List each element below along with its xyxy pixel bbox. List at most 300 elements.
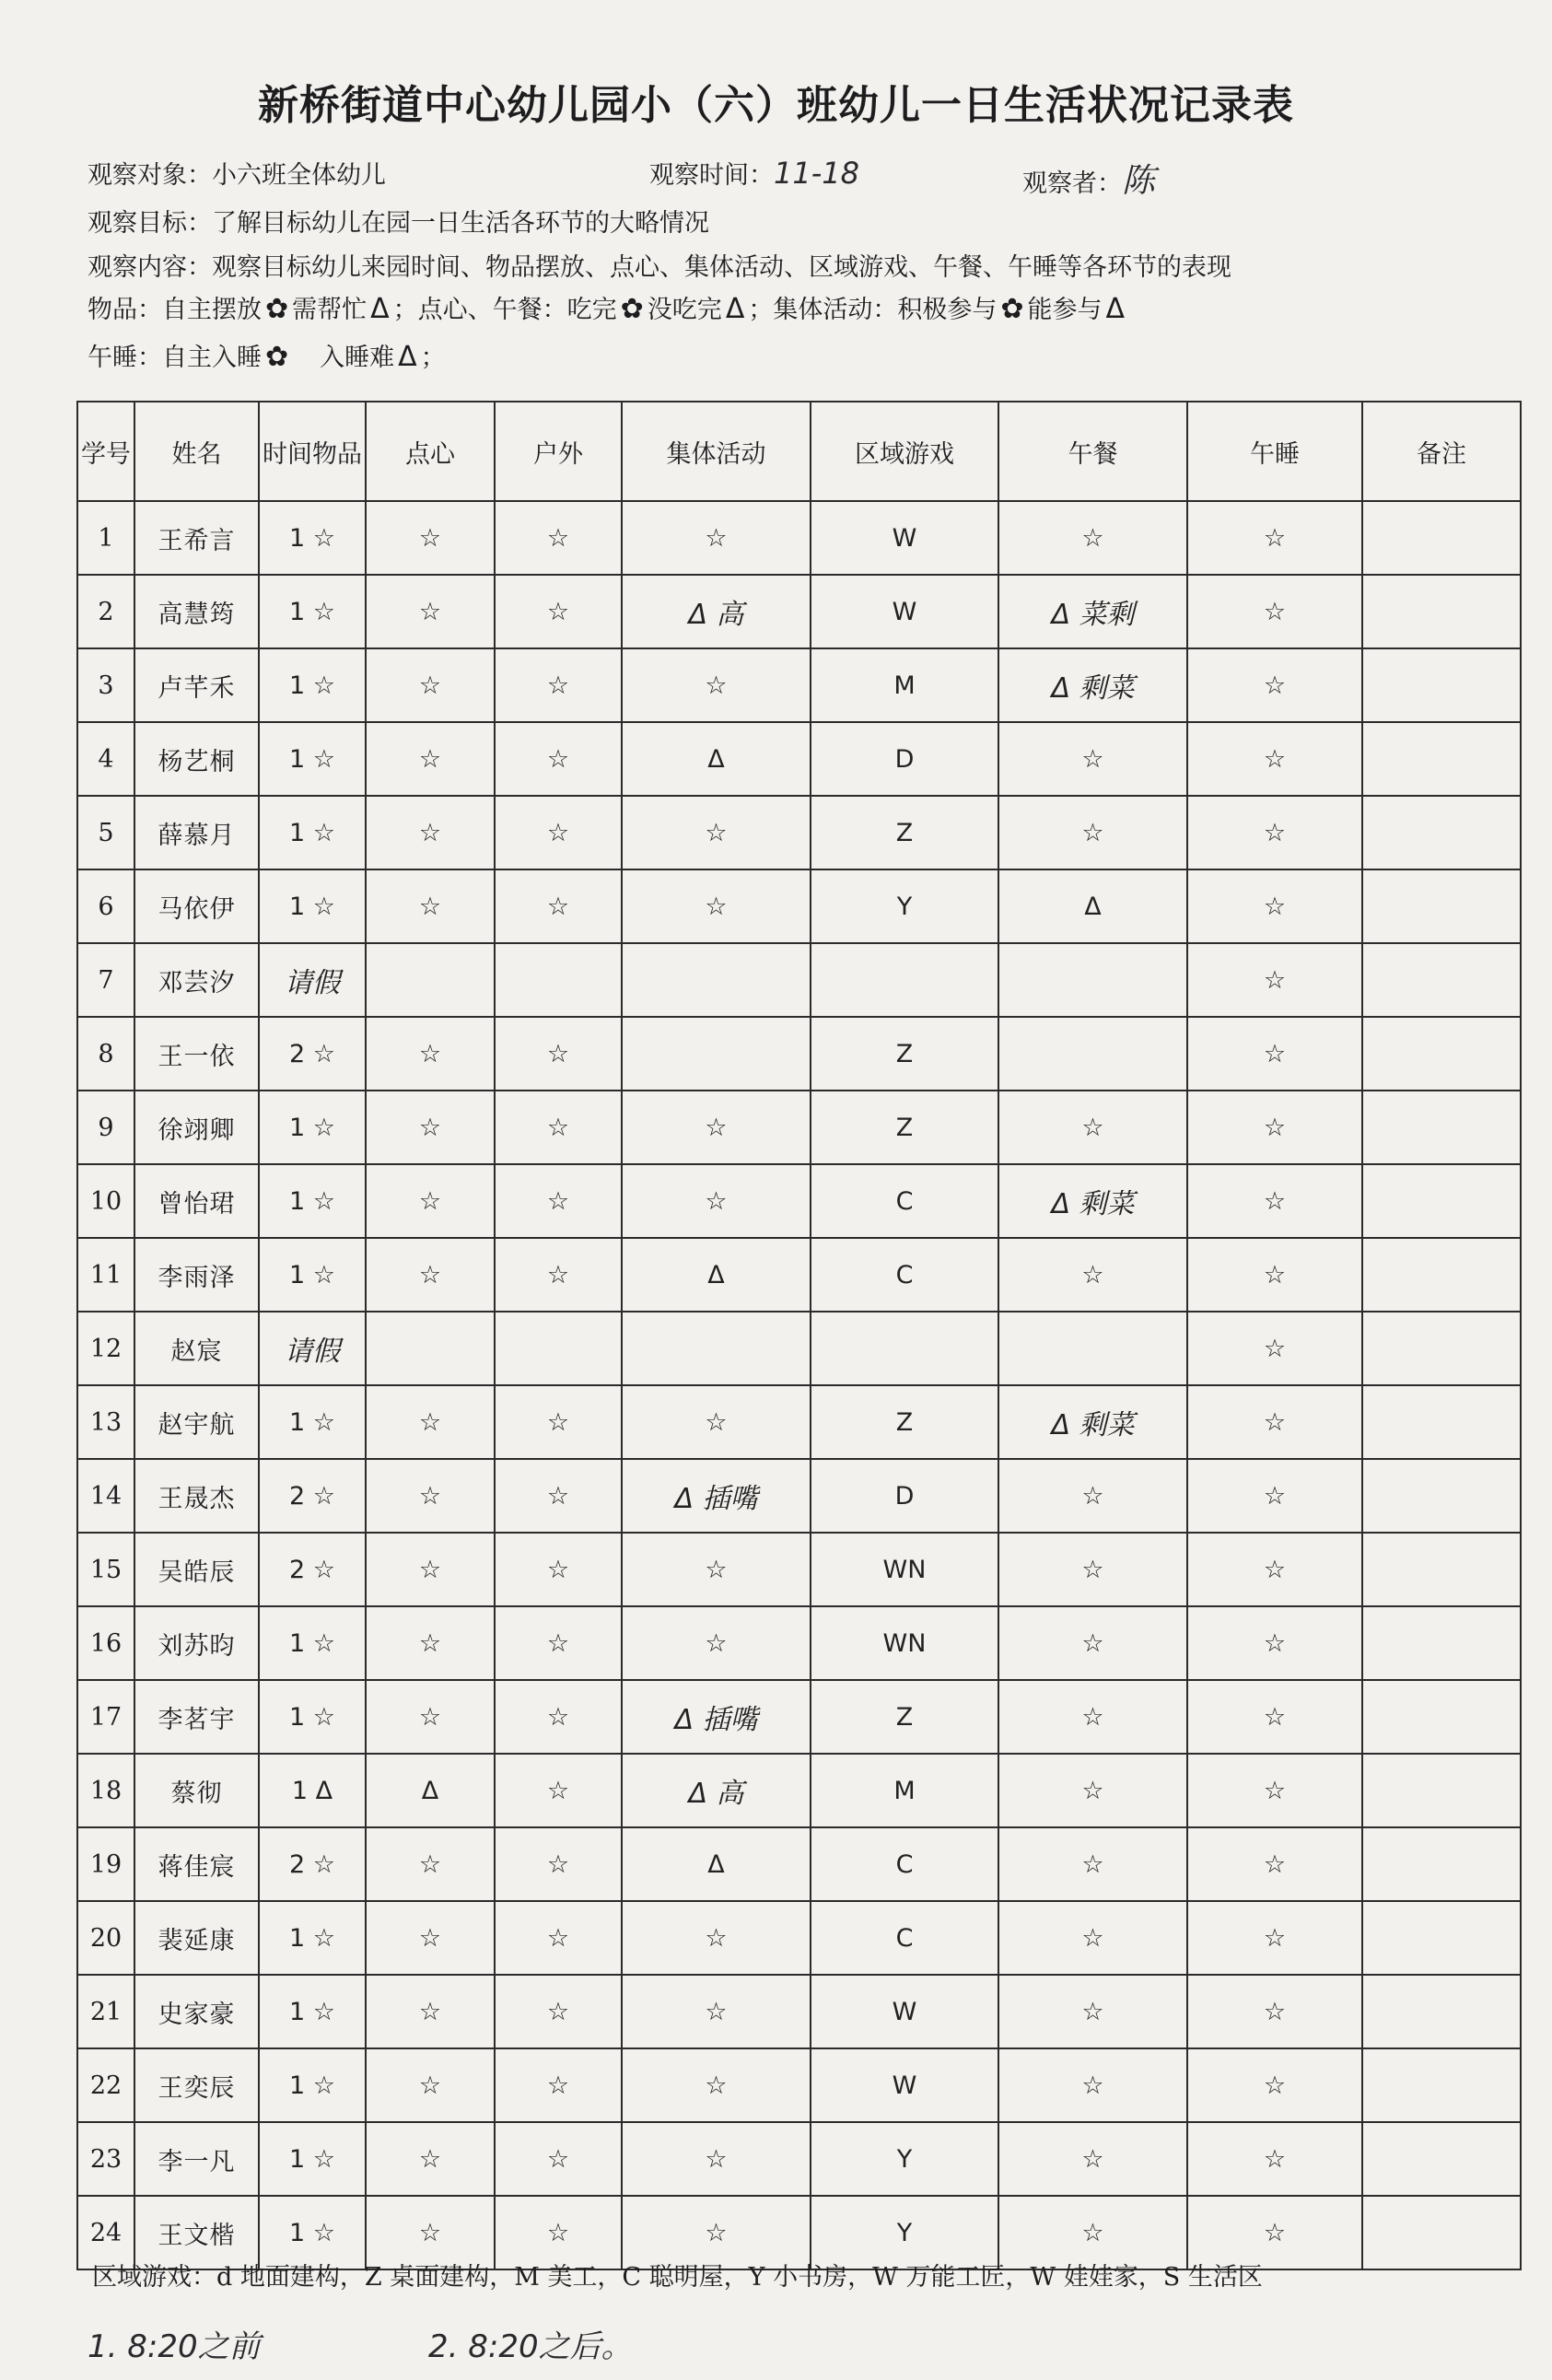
- triangle-icon: Δ: [725, 293, 745, 325]
- legend-line-1: [88, 289, 1128, 325]
- student-name: 薛慕月: [134, 796, 259, 869]
- notes-cell: [1362, 869, 1521, 943]
- student-name: 徐翊卿: [134, 1091, 259, 1164]
- notes-cell: [1362, 1975, 1521, 2048]
- row-number: 4: [77, 722, 134, 796]
- outdoor-mark: ☆: [495, 2196, 622, 2269]
- outdoor-mark: ☆: [495, 1754, 622, 1827]
- outdoor-mark: ☆: [495, 1091, 622, 1164]
- outdoor-mark: ☆: [495, 1017, 622, 1091]
- outdoor-mark: ☆: [495, 796, 622, 869]
- arrival-items-mark: 1 ☆: [259, 2196, 366, 2269]
- lunch-mark: [998, 943, 1187, 1017]
- group-activity-mark: ☆: [622, 1533, 811, 1606]
- snack-mark: ☆: [366, 2196, 495, 2269]
- area-game-code: Z: [811, 1091, 998, 1164]
- snack-mark: ☆: [366, 1385, 495, 1459]
- snack-mark: ☆: [366, 1680, 495, 1754]
- nap-mark: ☆: [1187, 1312, 1362, 1385]
- group-activity-mark: Δ: [622, 1238, 811, 1312]
- nap-mark: ☆: [1187, 1606, 1362, 1680]
- area-game-code: Z: [811, 1680, 998, 1754]
- target-value: 小六班全体幼儿: [212, 161, 386, 190]
- lunch-mark: ☆: [998, 2196, 1187, 2269]
- table-row: [77, 1091, 1521, 1164]
- table-row: [77, 1533, 1521, 1606]
- legend-line-2: [88, 337, 446, 373]
- outdoor-mark: ☆: [495, 2048, 622, 2122]
- notes-cell: [1362, 648, 1521, 722]
- arrival-items-mark: 1 ☆: [259, 722, 366, 796]
- student-name: 李雨泽: [134, 1238, 259, 1312]
- area-game-code: W: [811, 1975, 998, 2048]
- notes-cell: [1362, 1754, 1521, 1827]
- row-number: 3: [77, 648, 134, 722]
- nap-mark: ☆: [1187, 2122, 1362, 2196]
- lunch-mark: ☆: [998, 1459, 1187, 1533]
- notes-cell: [1362, 1312, 1521, 1385]
- arrival-items-mark: 2 ☆: [259, 1533, 366, 1606]
- snack-mark: ☆: [366, 796, 495, 869]
- outdoor-mark: ☆: [495, 1238, 622, 1312]
- table-row: [77, 1459, 1521, 1533]
- outdoor-mark: ☆: [495, 1606, 622, 1680]
- row-number: 10: [77, 1164, 134, 1238]
- row-number: 1: [77, 501, 134, 575]
- row-number: 6: [77, 869, 134, 943]
- arrival-items-mark: 2 ☆: [259, 1827, 366, 1901]
- group-activity-mark: ☆: [622, 1164, 811, 1238]
- arrival-items-mark: 1 ☆: [259, 1975, 366, 2048]
- area-game-code: [811, 943, 998, 1017]
- target-label: 观察对象：: [88, 161, 212, 190]
- nap-mark: ☆: [1187, 1017, 1362, 1091]
- snack-mark: ☆: [366, 722, 495, 796]
- group-activity-mark: ☆: [622, 1091, 811, 1164]
- row-number: 9: [77, 1091, 134, 1164]
- group-activity-mark: [622, 1017, 811, 1091]
- header-time: 时间物品: [259, 402, 366, 501]
- nap-mark: ☆: [1187, 869, 1362, 943]
- table-row: [77, 648, 1521, 722]
- student-name: 王希言: [134, 501, 259, 575]
- nap-mark: ☆: [1187, 796, 1362, 869]
- header-group: 集体活动: [622, 402, 811, 501]
- row-number: 8: [77, 1017, 134, 1091]
- nap-mark: ☆: [1187, 1459, 1362, 1533]
- student-name: 高慧筠: [134, 575, 259, 648]
- outdoor-mark: ☆: [495, 869, 622, 943]
- notes-cell: [1362, 1091, 1521, 1164]
- table-row: [77, 1754, 1521, 1827]
- outdoor-mark: ☆: [495, 722, 622, 796]
- table-row: [77, 943, 1521, 1017]
- area-game-code: C: [811, 1238, 998, 1312]
- arrival-items-mark: 请假: [259, 1312, 366, 1385]
- lunch-mark: Δ 剩菜: [998, 1164, 1187, 1238]
- snack-mark: ☆: [366, 1017, 495, 1091]
- legend-text: 能参与: [1027, 296, 1103, 324]
- arrival-items-mark: 1 ☆: [259, 648, 366, 722]
- observation-target: [88, 155, 386, 191]
- observation-goal: [88, 203, 709, 239]
- triangle-icon: Δ: [370, 293, 390, 325]
- legend-text: 没吃完: [647, 296, 722, 324]
- notes-cell: [1362, 575, 1521, 648]
- group-activity-mark: ☆: [622, 1385, 811, 1459]
- nap-mark: ☆: [1187, 2196, 1362, 2269]
- lunch-mark: ☆: [998, 1091, 1187, 1164]
- arrival-items-mark: 1 ☆: [259, 1091, 366, 1164]
- star-icon: ✿: [620, 293, 644, 325]
- area-game-code: Y: [811, 2122, 998, 2196]
- notes-cell: [1362, 796, 1521, 869]
- area-game-code: D: [811, 1459, 998, 1533]
- student-name: 马依伊: [134, 869, 259, 943]
- outdoor-mark: ☆: [495, 1385, 622, 1459]
- legend-text: 午睡：自主入睡: [88, 344, 262, 372]
- page-title: 新桥街道中心幼儿园小（六）班幼儿一日生活状况记录表: [258, 82, 1294, 129]
- arrival-items-mark: 2 ☆: [259, 1017, 366, 1091]
- group-activity-mark: ☆: [622, 869, 811, 943]
- snack-mark: ☆: [366, 1091, 495, 1164]
- arrival-items-mark: 1 ☆: [259, 2048, 366, 2122]
- arrival-items-mark: 1 ☆: [259, 1164, 366, 1238]
- outdoor-mark: ☆: [495, 1975, 622, 2048]
- row-number: 17: [77, 1680, 134, 1754]
- group-activity-mark: ☆: [622, 796, 811, 869]
- observation-content: [88, 247, 1231, 283]
- nap-mark: ☆: [1187, 1533, 1362, 1606]
- arrival-items-mark: 1 ☆: [259, 1901, 366, 1975]
- student-name: 李茗宇: [134, 1680, 259, 1754]
- area-game-code: Z: [811, 1385, 998, 1459]
- student-name: 曾怡珺: [134, 1164, 259, 1238]
- notes-cell: [1362, 1606, 1521, 1680]
- row-number: 11: [77, 1238, 134, 1312]
- group-activity-mark: ☆: [622, 648, 811, 722]
- nap-mark: ☆: [1187, 1754, 1362, 1827]
- legend-text: ；: [420, 344, 446, 372]
- group-activity-mark: ☆: [622, 1975, 811, 2048]
- table-row: [77, 575, 1521, 648]
- group-activity-mark: ☆: [622, 501, 811, 575]
- arrival-items-mark: 1 ☆: [259, 1238, 366, 1312]
- row-number: 22: [77, 2048, 134, 2122]
- observer-value: 陈: [1122, 162, 1156, 200]
- snack-mark: ☆: [366, 1901, 495, 1975]
- snack-mark: [366, 943, 495, 1017]
- row-number: 15: [77, 1533, 134, 1606]
- lunch-mark: [998, 1017, 1187, 1091]
- table-row: [77, 796, 1521, 869]
- snack-mark: [366, 1312, 495, 1385]
- group-activity-mark: Δ 高: [622, 1754, 811, 1827]
- header-snack: 点心: [366, 402, 495, 501]
- lunch-mark: ☆: [998, 501, 1187, 575]
- area-game-code: Y: [811, 869, 998, 943]
- row-number: 20: [77, 1901, 134, 1975]
- notes-cell: [1362, 1533, 1521, 1606]
- notes-cell: [1362, 1459, 1521, 1533]
- arrival-items-mark: 1 ☆: [259, 575, 366, 648]
- snack-mark: ☆: [366, 869, 495, 943]
- row-number: 21: [77, 1975, 134, 2048]
- outdoor-mark: ☆: [495, 2122, 622, 2196]
- snack-mark: ☆: [366, 575, 495, 648]
- nap-mark: ☆: [1187, 1164, 1362, 1238]
- nap-mark: ☆: [1187, 2048, 1362, 2122]
- lunch-mark: Δ 菜剩: [998, 575, 1187, 648]
- time-value: 11-18: [774, 156, 859, 191]
- arrival-items-mark: 1 ☆: [259, 869, 366, 943]
- snack-mark: ☆: [366, 1164, 495, 1238]
- arrival-items-mark: 1 ☆: [259, 501, 366, 575]
- arrival-items-mark: 1 ☆: [259, 1606, 366, 1680]
- group-activity-mark: Δ: [622, 722, 811, 796]
- nap-mark: ☆: [1187, 1827, 1362, 1901]
- nap-mark: ☆: [1187, 1091, 1362, 1164]
- triangle-icon: Δ: [1105, 293, 1126, 325]
- table-row: [77, 1238, 1521, 1312]
- student-name: 史家豪: [134, 1975, 259, 2048]
- table-row: [77, 1164, 1521, 1238]
- arrival-items-mark: 1 ☆: [259, 1680, 366, 1754]
- notes-cell: [1362, 1680, 1521, 1754]
- group-activity-mark: [622, 1312, 811, 1385]
- nap-mark: ☆: [1187, 1901, 1362, 1975]
- outdoor-mark: ☆: [495, 501, 622, 575]
- snack-mark: ☆: [366, 1827, 495, 1901]
- notes-cell: [1362, 1164, 1521, 1238]
- notes-cell: [1362, 1238, 1521, 1312]
- lunch-mark: ☆: [998, 1606, 1187, 1680]
- header-name: 姓名: [134, 402, 259, 501]
- legend-text: ；点心、午餐：吃完: [392, 296, 617, 324]
- nap-mark: ☆: [1187, 1238, 1362, 1312]
- lunch-mark: ☆: [998, 1827, 1187, 1901]
- table-row: [77, 1827, 1521, 1901]
- lunch-mark: Δ 剩菜: [998, 648, 1187, 722]
- area-game-code: C: [811, 1901, 998, 1975]
- group-activity-mark: ☆: [622, 1606, 811, 1680]
- notes-cell: [1362, 722, 1521, 796]
- row-number: 24: [77, 2196, 134, 2269]
- group-activity-mark: Δ: [622, 1827, 811, 1901]
- legend-text: 需帮忙: [292, 296, 368, 324]
- legend-text: 入睡难: [320, 344, 395, 372]
- table-row: [77, 1385, 1521, 1459]
- student-name: 王奕辰: [134, 2048, 259, 2122]
- observer: [1022, 155, 1155, 202]
- row-number: 13: [77, 1385, 134, 1459]
- area-game-code: Y: [811, 2196, 998, 2269]
- group-activity-mark: ☆: [622, 2196, 811, 2269]
- observation-time: [649, 155, 859, 191]
- lunch-mark: ☆: [998, 2122, 1187, 2196]
- table-row: [77, 501, 1521, 575]
- notes-cell: [1362, 1901, 1521, 1975]
- outdoor-mark: ☆: [495, 1459, 622, 1533]
- student-name: 卢芊禾: [134, 648, 259, 722]
- nap-mark: ☆: [1187, 575, 1362, 648]
- header-outdoor: 户外: [495, 402, 622, 501]
- snack-mark: ☆: [366, 1975, 495, 2048]
- nap-mark: ☆: [1187, 722, 1362, 796]
- notes-cell: [1362, 1017, 1521, 1091]
- group-activity-mark: Δ 插嘴: [622, 1459, 811, 1533]
- nap-mark: ☆: [1187, 1385, 1362, 1459]
- snack-mark: ☆: [366, 1238, 495, 1312]
- legend-text: ；集体活动：积极参与: [748, 296, 998, 324]
- triangle-icon: Δ: [398, 341, 417, 373]
- notes-cell: [1362, 2196, 1521, 2269]
- header-area: 区域游戏: [811, 402, 998, 501]
- area-game-code: C: [811, 1164, 998, 1238]
- row-number: 23: [77, 2122, 134, 2196]
- outdoor-mark: ☆: [495, 575, 622, 648]
- snack-mark: ☆: [366, 2122, 495, 2196]
- table-row: [77, 1901, 1521, 1975]
- arrival-items-mark: 1 ☆: [259, 2122, 366, 2196]
- row-number: 19: [77, 1827, 134, 1901]
- snack-mark: ☆: [366, 1459, 495, 1533]
- arrival-items-mark: 1 Δ: [259, 1754, 366, 1827]
- table-row: [77, 2048, 1521, 2122]
- lunch-mark: ☆: [998, 1238, 1187, 1312]
- outdoor-mark: ☆: [495, 1533, 622, 1606]
- outdoor-mark: ☆: [495, 1901, 622, 1975]
- group-activity-mark: ☆: [622, 2048, 811, 2122]
- area-game-code: M: [811, 648, 998, 722]
- notes-cell: [1362, 943, 1521, 1017]
- student-name: 王文楷: [134, 2196, 259, 2269]
- time-label: 观察时间：: [649, 161, 774, 190]
- student-name: 赵宇航: [134, 1385, 259, 1459]
- area-game-code: W: [811, 501, 998, 575]
- outdoor-mark: [495, 943, 622, 1017]
- outdoor-mark: ☆: [495, 1680, 622, 1754]
- goal-label: 观察目标：: [88, 209, 212, 238]
- area-game-code: [811, 1312, 998, 1385]
- lunch-mark: ☆: [998, 796, 1187, 869]
- table-row: [77, 722, 1521, 796]
- student-name: 李一凡: [134, 2122, 259, 2196]
- header-lunch: 午餐: [998, 402, 1187, 501]
- row-number: 18: [77, 1754, 134, 1827]
- area-game-code: WN: [811, 1533, 998, 1606]
- content-label: 观察内容：: [88, 253, 212, 282]
- goal-value: 了解目标幼儿在园一日生活各环节的大略情况: [212, 209, 709, 238]
- arrival-items-mark: 1 ☆: [259, 1385, 366, 1459]
- content-value: 观察目标幼儿来园时间、物品摆放、点心、集体活动、区域游戏、午餐、午睡等各环节的表现: [212, 253, 1231, 282]
- table-row: [77, 1680, 1521, 1754]
- nap-mark: ☆: [1187, 648, 1362, 722]
- arrival-items-mark: 1 ☆: [259, 796, 366, 869]
- area-game-code: M: [811, 1754, 998, 1827]
- outdoor-mark: ☆: [495, 648, 622, 722]
- time-note-before: 1. 8:20之前: [88, 2328, 261, 2365]
- area-game-code: Z: [811, 796, 998, 869]
- student-name: 蒋佳宸: [134, 1827, 259, 1901]
- area-game-code: C: [811, 1827, 998, 1901]
- arrival-items-mark: 请假: [259, 943, 366, 1017]
- row-number: 14: [77, 1459, 134, 1533]
- student-name: 杨艺桐: [134, 722, 259, 796]
- table-row: [77, 2122, 1521, 2196]
- table-row: [77, 1975, 1521, 2048]
- group-activity-mark: [622, 943, 811, 1017]
- lunch-mark: ☆: [998, 1533, 1187, 1606]
- lunch-mark: ☆: [998, 2048, 1187, 2122]
- student-name: 裴延康: [134, 1901, 259, 1975]
- snack-mark: ☆: [366, 2048, 495, 2122]
- observer-label: 观察者：: [1022, 169, 1122, 198]
- row-number: 12: [77, 1312, 134, 1385]
- student-name: 邓芸汐: [134, 943, 259, 1017]
- outdoor-mark: [495, 1312, 622, 1385]
- notes-cell: [1362, 2122, 1521, 2196]
- area-game-code: WN: [811, 1606, 998, 1680]
- header-notes: 备注: [1362, 402, 1521, 501]
- area-game-code: Z: [811, 1017, 998, 1091]
- area-game-code: W: [811, 575, 998, 648]
- row-number: 5: [77, 796, 134, 869]
- lunch-mark: ☆: [998, 1975, 1187, 2048]
- table-row: [77, 869, 1521, 943]
- area-game-code: W: [811, 2048, 998, 2122]
- group-activity-mark: ☆: [622, 1901, 811, 1975]
- snack-mark: Δ: [366, 1754, 495, 1827]
- lunch-mark: ☆: [998, 1680, 1187, 1754]
- notes-cell: [1362, 501, 1521, 575]
- lunch-mark: ☆: [998, 1754, 1187, 1827]
- table-header-row: [77, 402, 1521, 501]
- lunch-mark: ☆: [998, 1901, 1187, 1975]
- row-number: 2: [77, 575, 134, 648]
- group-activity-mark: Δ 高: [622, 575, 811, 648]
- time-note-after: 2. 8:20之后。: [428, 2328, 633, 2365]
- group-activity-mark: ☆: [622, 2122, 811, 2196]
- row-number: 7: [77, 943, 134, 1017]
- star-icon: ✿: [265, 293, 289, 325]
- row-number: 16: [77, 1606, 134, 1680]
- lunch-mark: Δ: [998, 869, 1187, 943]
- notes-cell: [1362, 1385, 1521, 1459]
- lunch-mark: ☆: [998, 722, 1187, 796]
- student-name: 蔡彻: [134, 1754, 259, 1827]
- nap-mark: ☆: [1187, 1680, 1362, 1754]
- notes-cell: [1362, 2048, 1521, 2122]
- student-name: 吴皓辰: [134, 1533, 259, 1606]
- student-name: 王一依: [134, 1017, 259, 1091]
- snack-mark: ☆: [366, 1606, 495, 1680]
- arrival-items-mark: 2 ☆: [259, 1459, 366, 1533]
- area-game-code: D: [811, 722, 998, 796]
- nap-mark: ☆: [1187, 943, 1362, 1017]
- student-name: 王晟杰: [134, 1459, 259, 1533]
- nap-mark: ☆: [1187, 1975, 1362, 2048]
- snack-mark: ☆: [366, 501, 495, 575]
- snack-mark: ☆: [366, 1533, 495, 1606]
- area-game-legend: 区域游戏：d 地面建构，Z 桌面建构，M 美工，C 聪明屋，Y 小书房，W 万能工匠，W 娃娃家，S 生活区: [92, 2263, 1263, 2292]
- star-icon: ✿: [265, 341, 289, 373]
- header-nap: 午睡: [1187, 402, 1362, 501]
- legend-text: 物品：自主摆放: [88, 296, 262, 324]
- student-name: 刘苏昀: [134, 1606, 259, 1680]
- outdoor-mark: ☆: [495, 1164, 622, 1238]
- lunch-mark: Δ 剩菜: [998, 1385, 1187, 1459]
